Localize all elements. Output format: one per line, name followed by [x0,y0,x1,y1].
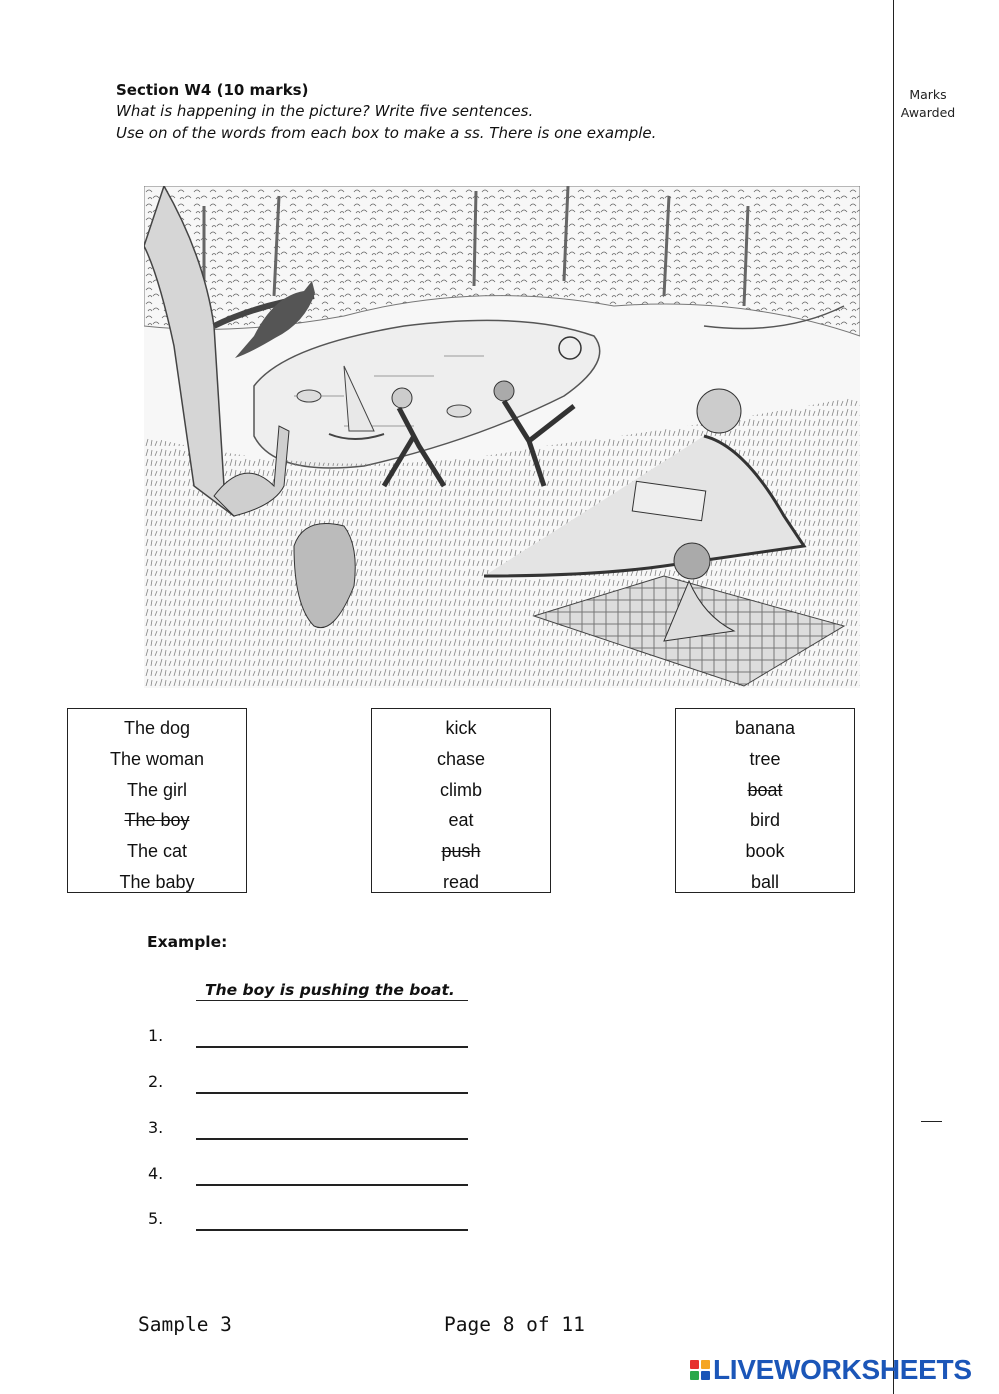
logo-tile [690,1371,699,1380]
answer-row-1 [148,1026,478,1050]
object-word: tree [749,748,781,769]
answer-line-1[interactable] [196,1046,468,1048]
answer-row-3 [148,1118,478,1142]
answer-row-4 [148,1164,478,1188]
verb-word-struck: push [441,841,481,862]
logo-tiles-icon [690,1360,710,1380]
answer-line-5[interactable] [196,1229,468,1231]
example-label: Example: [147,933,228,951]
answer-number: 3. [148,1118,164,1137]
answer-line-4[interactable] [196,1184,468,1186]
example-sentence: The boy is pushing the boat. [196,980,468,1001]
instruction-line-2: Use on of the words from each box to make a ss. There is one example. [116,124,657,142]
answer-row-5 [148,1209,478,1233]
subject-word-struck: The boy [124,810,190,831]
logo-tile [701,1371,710,1380]
object-word: ball [750,871,780,892]
subject-word: The cat [126,841,188,862]
footer-page-number: Page 8 of 11 [444,1313,585,1336]
answer-number: 5. [148,1209,164,1228]
marks-margin-line [893,0,894,1394]
verb-word: climb [439,779,482,800]
answer-number: 2. [148,1072,164,1091]
marks-awarded-label [896,86,960,122]
subject-word: The girl [126,779,188,800]
verb-word: read [442,871,480,892]
verbs-box [371,708,551,893]
verb-word: eat [448,810,474,831]
brand-name: LIVEWORKSHEETS [713,1354,972,1385]
verb-word: kick [445,718,477,738]
answer-row-2 [148,1072,478,1096]
answer-line-2[interactable] [196,1092,468,1094]
section-header [116,80,656,144]
logo-tile [690,1360,699,1369]
section-title: Section W4 (10 marks) [116,81,309,99]
subjects-box [67,708,247,893]
verb-word: chase [436,748,486,769]
objects-box [675,708,855,893]
instruction-line-1: What is happening in the picture? Write five sentences. [116,102,534,120]
subject-word: The dog [123,718,191,738]
park-scene-illustration [144,186,860,688]
marks-dash [921,1121,942,1122]
marks-label-line1: Marks [909,87,947,102]
object-word: book [745,841,785,862]
answer-number: 1. [148,1026,164,1045]
object-word-struck: boat [747,779,783,800]
footer-sample: Sample 3 [138,1313,232,1336]
liveworksheets-logo[interactable] [690,1354,972,1386]
answer-line-3[interactable] [196,1138,468,1140]
marks-label-line2: Awarded [900,105,956,120]
object-word: banana [734,718,796,738]
object-word: bird [749,810,780,831]
answer-number: 4. [148,1164,164,1183]
subject-word: The woman [109,748,205,769]
subject-word: The baby [119,871,195,892]
logo-tile [701,1360,710,1369]
